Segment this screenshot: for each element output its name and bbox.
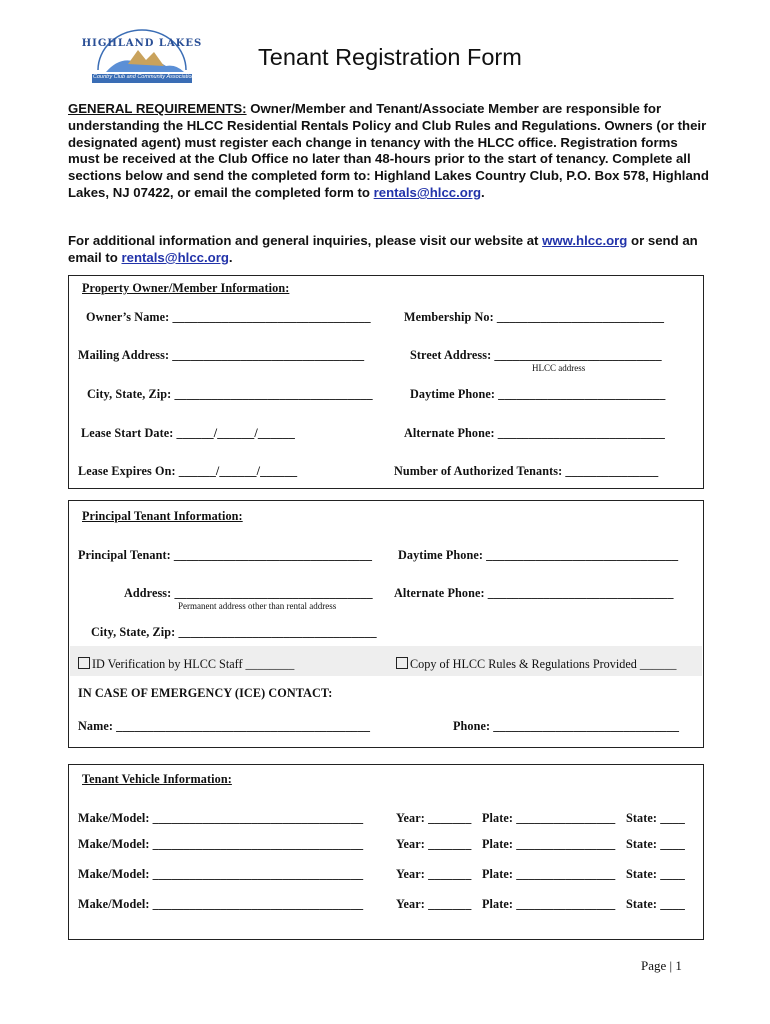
owner-daytime-phone-field[interactable]: Daytime Phone: ___________________________: [410, 387, 666, 401]
id-verification-item[interactable]: [78, 657, 294, 672]
tenant-daytime-phone-field[interactable]: Daytime Phone: _______________________________: [398, 548, 679, 562]
requirements-heading: GENERAL REQUIREMENTS:: [68, 101, 247, 116]
owner-section-title: Property Owner/Member Information:: [82, 281, 290, 295]
principal-tenant-field[interactable]: Principal Tenant: ________________________________: [78, 548, 373, 562]
vehicle-make-field[interactable]: Make/Model: __________________________________: [78, 837, 364, 851]
info-mid: or send an email to: [68, 233, 698, 265]
requirements-body: Owner/Member and Tenant/Associate Member are responsible for understanding the HLCC Residential Rentals Policy and Club Rules and Regulations. Owners (or their designated agent) must register each change in tenancy with the HLCC office. Registration forms must be received at the Club Office no later than 48-hours prior to the start of tenancy. Complete all sections below and send the completed form to: Highland Lakes Country Club, P.O. Box 578, Highland Lakes, NJ 07422, or email the completed form to: [68, 101, 709, 200]
info-end: .: [228, 249, 233, 265]
vehicle-make-field[interactable]: Make/Model: __________________________________: [78, 897, 364, 911]
vehicle-make-field[interactable]: Make/Model: __________________________________: [78, 811, 364, 825]
copy-rules-checkbox[interactable]: [396, 657, 408, 669]
tenant-address-field[interactable]: Address: ________________________________: [124, 586, 373, 600]
authorized-tenants-field[interactable]: Number of Authorized Tenants: _______________: [394, 464, 659, 478]
vehicle-year-field[interactable]: Year: _______: [396, 811, 472, 825]
logo: [81, 24, 203, 84]
vehicle-year-field[interactable]: Year: _______: [396, 897, 472, 911]
info-email-link[interactable]: rentals@hlcc.org: [121, 249, 229, 265]
owners-name-field[interactable]: Owner’s Name: ________________________________: [86, 310, 371, 324]
tenant-city-state-zip-field[interactable]: City, State, Zip: ________________________________: [91, 625, 377, 639]
ice-name-field[interactable]: Name: _________________________________________: [78, 719, 371, 733]
vehicle-state-field[interactable]: State: ____: [626, 867, 685, 881]
info-prefix: For additional information and general inquiries, please visit our website at: [68, 233, 543, 248]
svg-text:HIGHLAND LAKES: HIGHLAND LAKES: [81, 38, 203, 49]
owner-section: [68, 275, 704, 489]
page-title: Tenant Registration Form: [258, 44, 522, 70]
hlcc-address-note: HLCC address: [532, 363, 586, 373]
website-link[interactable]: www.hlcc.org: [542, 233, 628, 248]
vehicle-section-title: Tenant Vehicle Information:: [82, 772, 232, 786]
membership-no-field[interactable]: Membership No: ___________________________: [404, 310, 665, 324]
vehicle-plate-field[interactable]: Plate: ________________: [482, 811, 616, 825]
vehicle-year-field[interactable]: Year: _______: [396, 837, 472, 851]
general-requirements: [68, 101, 710, 202]
owner-city-state-zip-field[interactable]: City, State, Zip: ________________________________: [87, 387, 373, 401]
ice-phone-field[interactable]: Phone: ______________________________: [453, 719, 680, 733]
lease-expires-field[interactable]: Lease Expires On: ______/______/______: [78, 464, 298, 478]
vehicle-plate-field[interactable]: Plate: ________________: [482, 897, 616, 911]
ice-heading: IN CASE OF EMERGENCY (ICE) CONTACT:: [78, 686, 333, 700]
vehicle-state-field[interactable]: State: ____: [626, 897, 685, 911]
vehicle-year-field[interactable]: Year: _______: [396, 867, 472, 881]
tenant-alternate-phone-field[interactable]: Alternate Phone: ______________________________: [394, 586, 674, 600]
id-verification-checkbox[interactable]: [78, 657, 90, 669]
permanent-address-note: Permanent address other than rental address: [178, 601, 337, 611]
vehicle-state-field[interactable]: State: ____: [626, 811, 685, 825]
page-number: Page | 1: [641, 958, 682, 973]
vehicle-plate-field[interactable]: Plate: ________________: [482, 837, 616, 851]
copy-rules-item[interactable]: [396, 657, 676, 672]
owner-alternate-phone-field[interactable]: Alternate Phone: ___________________________: [404, 426, 665, 440]
vehicle-state-field[interactable]: State: ____: [626, 837, 685, 851]
tenant-section: [68, 500, 704, 748]
rentals-email-link[interactable]: rentals@hlcc.org: [373, 184, 482, 200]
additional-info: [68, 233, 710, 267]
copy-rules-label: Copy of HLCC Rules & Regulations Provided ______: [410, 657, 677, 671]
logo-subtitle: Country Club and Community Association: [93, 74, 195, 80]
vehicle-plate-field[interactable]: Plate: ________________: [482, 867, 616, 881]
vehicle-section: [68, 764, 704, 940]
lease-start-field[interactable]: Lease Start Date: ______/______/______: [81, 426, 296, 440]
street-address-field[interactable]: Street Address: ___________________________: [410, 348, 662, 362]
id-verification-label: ID Verification by HLCC Staff ________: [92, 657, 295, 671]
mailing-address-field[interactable]: Mailing Address: _______________________________: [78, 348, 365, 362]
requirements-end: .: [481, 184, 485, 200]
tenant-section-title: Principal Tenant Information:: [82, 509, 243, 523]
vehicle-make-field[interactable]: Make/Model: __________________________________: [78, 867, 364, 881]
